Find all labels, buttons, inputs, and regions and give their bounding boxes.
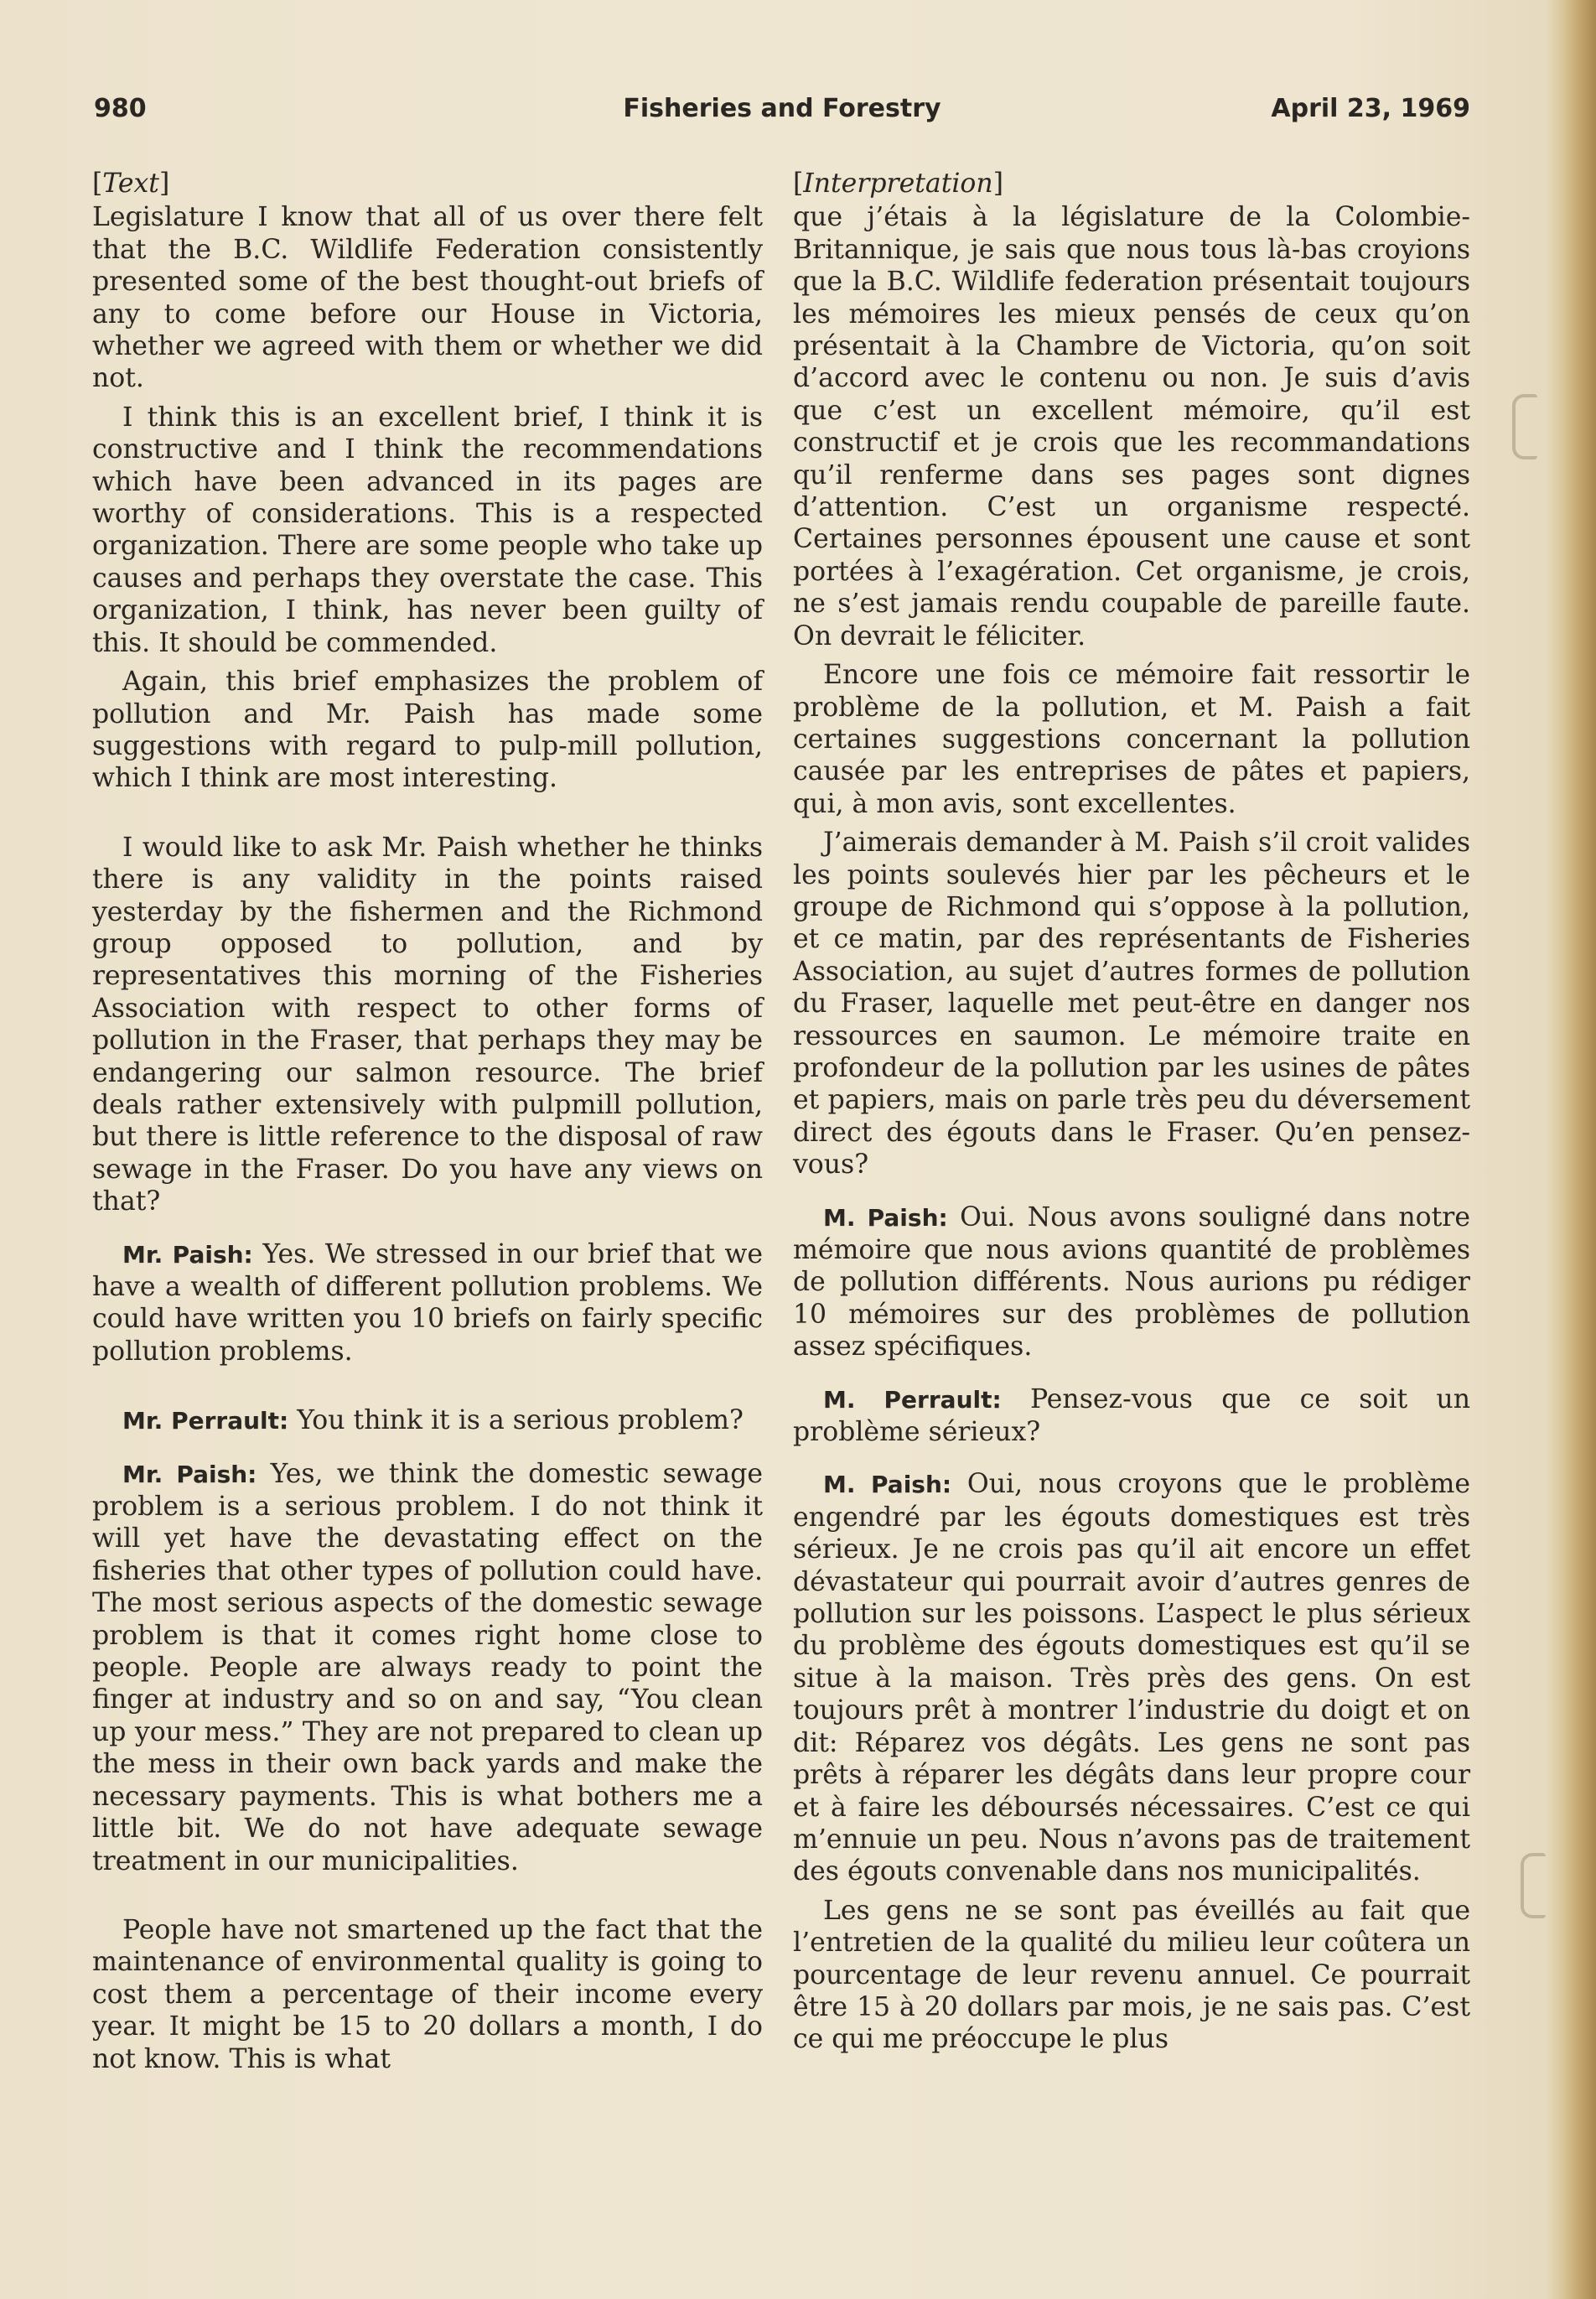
speech-text: Yes. We stressed in our brief that we have a wealth of different pollution problems. We could have written you 10 briefs on fairly specific pollution problems. [92,1238,764,1367]
speech-text: You think it is a serious problem? [297,1405,744,1436]
page-header [94,94,1470,136]
paragraph: Les gens ne se sont pas éveillés au fait que l’entretien de la qualité du milieu leur coûtera un pourcentage de leur revenu annuel. Ce pourrait être 15 à 20 dollars par mois, je ne sais pas. C’est ce qui me préoccupe le plus [793,1895,1470,2055]
running-title: Fisheries and Forestry [623,94,941,123]
paragraph: Encore une fois ce mémoire fait ressortir le problème de la pollution, et M. Paish a fait certaines suggestions concernant la pollution causée par les entreprises de pâtes et papiers, qui, à mon avis, sont excellentes. [793,660,1470,819]
binder-ring-mark [1512,394,1537,459]
speaker-name: Mr. Paish: [122,1240,253,1269]
paragraph: Again, this brief emphasizes the problem of pollution and Mr. Paish has made some suggestions with regard to pulp-mill pollution, which I think are most interesting. [92,667,763,794]
binder-ring-mark [1521,1853,1546,1918]
page-date: April 23, 1969 [1271,94,1470,123]
speech-paragraph [793,1383,1470,1449]
speech-paragraph [92,1238,763,1368]
column-label: [Interpretation] [793,169,1003,199]
french-column [793,168,1470,2056]
page-edge-shadow [1546,0,1596,2299]
paragraph: J’aimerais demander à M. Paish s’il croit valides les points soulevés hier par les pêcheurs et le groupe de Richmond qui s’oppose à la pollution, et ce matin, par des représentants de Fisheries Association, au sujet d’autres formes de pollution du Fraser, laquelle met peut-être en danger nos ressources en saumon. Le mémoire traite en profondeur de la pollution par les usines de pâtes et papiers, mais on parle très peu du déversement direct des égouts dans le Fraser. Qu’en pensez-vous? [793,828,1470,1181]
speech-paragraph [793,1468,1470,1887]
speech-paragraph [92,1404,763,1437]
speech-paragraph [793,1201,1470,1363]
speech-text: Yes, we think the domestic sewage problem is a serious problem. I do not think it will yet have the devastating effect on the fisheries that other types of pollution could have. The most serious aspects of the domestic sewage problem is that it comes right home close to people. People are always ready to point the finger at industry and so on and say, “You clean up your mess.” They are not prepared to clean up the mess in their own back yards and make the necessary payments. This is what bothers me a little bit. We do not have adequate sewage treatment in our municipalities. [92,1458,764,1876]
speech-text: Pensez-vous que ce soit un problème sérieux? [793,1383,1471,1448]
speech-text: Oui, nous croyons que le problème engendré par les égouts domestiques est très sérieux. Je ne crois pas qu’il ait encore un effet dévastateur qui pourrait avoir d’autres genres de pollution sur les poissons. L’aspect le plus sérieux du problème des égouts domestiques est qu’il se situe à la maison. Très près des gens. On est toujours prêt à montrer l’industrie du doigt et on dit: Réparez vos dégâts. Les gens ne sont pas prêts à réparer les dégâts dans leur propre cour et à faire les déboursés nécessaires. C’est ce qui m’ennuie un peu. Nous n’avons pas de traitement des égouts convenable dans nos municipalités. [793,1469,1471,1887]
english-column [92,168,763,2075]
speech-paragraph [92,1458,763,1877]
speaker-name: Mr. Paish: [122,1460,257,1488]
column-label: [Text] [92,169,170,199]
speaker-name: M. Perrault: [823,1385,1002,1414]
paragraph: I would like to ask Mr. Paish whether he thinks there is any validity in the points raised yesterday by the fishermen and the Richmond group opposed to pollution, and by representatives this morning of the Fisheries Association with respect to other forms of pollution in the Fraser, that perhaps they may be endangering our salmon resource. The brief deals rather extensively with pulpmill pollution, but there is little reference to the disposal of raw sewage in the Fraser. Do you have any views on that? [92,832,763,1217]
speaker-name: Mr. Perrault: [122,1407,289,1435]
page-number: 980 [94,94,147,123]
paragraph: I think this is an excellent brief, I think it is constructive and I think the recommendations which have been advanced in its pages are worthy of considerations. This is a respected organization. There are some people who take up causes and perhaps they overstate the case. This organization, I think, has never been guilty of this. It should be commended. [92,402,763,658]
paragraph: que j’étais à la législature de la Colombie-Britannique, je sais que nous tous là-bas croyions que la B.C. Wildlife federation présentait toujours les mémoires les mieux pensés de ceux qu’on présentait à la Chambre de Victoria, qu’on soit d’accord avec le contenu ou non. Je suis d’avis que c’est un excellent mémoire, qu’il est constructif et je crois que les recommandations qu’il renferme dans ses pages sont dignes d’attention. C’est un organisme respecté. Certaines personnes épousent une cause et sont portées à l’exagération. Cet organisme, je crois, ne s’est jamais rendu coupable de pareille faute. On devrait le féliciter. [793,202,1470,651]
speech-text: Oui. Nous avons souligné dans notre mémoire que nous avions quantité de problèmes de pollution différents. Nous aurions pu rédiger 10 mémoires sur des problèmes de pollution assez spécifiques. [793,1201,1471,1362]
speaker-name: M. Paish: [823,1471,952,1499]
paragraph: Legislature I know that all of us over there felt that the B.C. Wildlife Federation consistently presented some of the best thought-out briefs of any to come before our House in Victoria, whether we agreed with them or whether we did not. [92,202,763,394]
speaker-name: M. Paish: [823,1203,948,1232]
paragraph: People have not smartened up the fact that the maintenance of environmental quality is going to cost them a percentage of their income every year. It might be 15 to 20 dollars a month, I do not know. This is what [92,1914,763,2074]
